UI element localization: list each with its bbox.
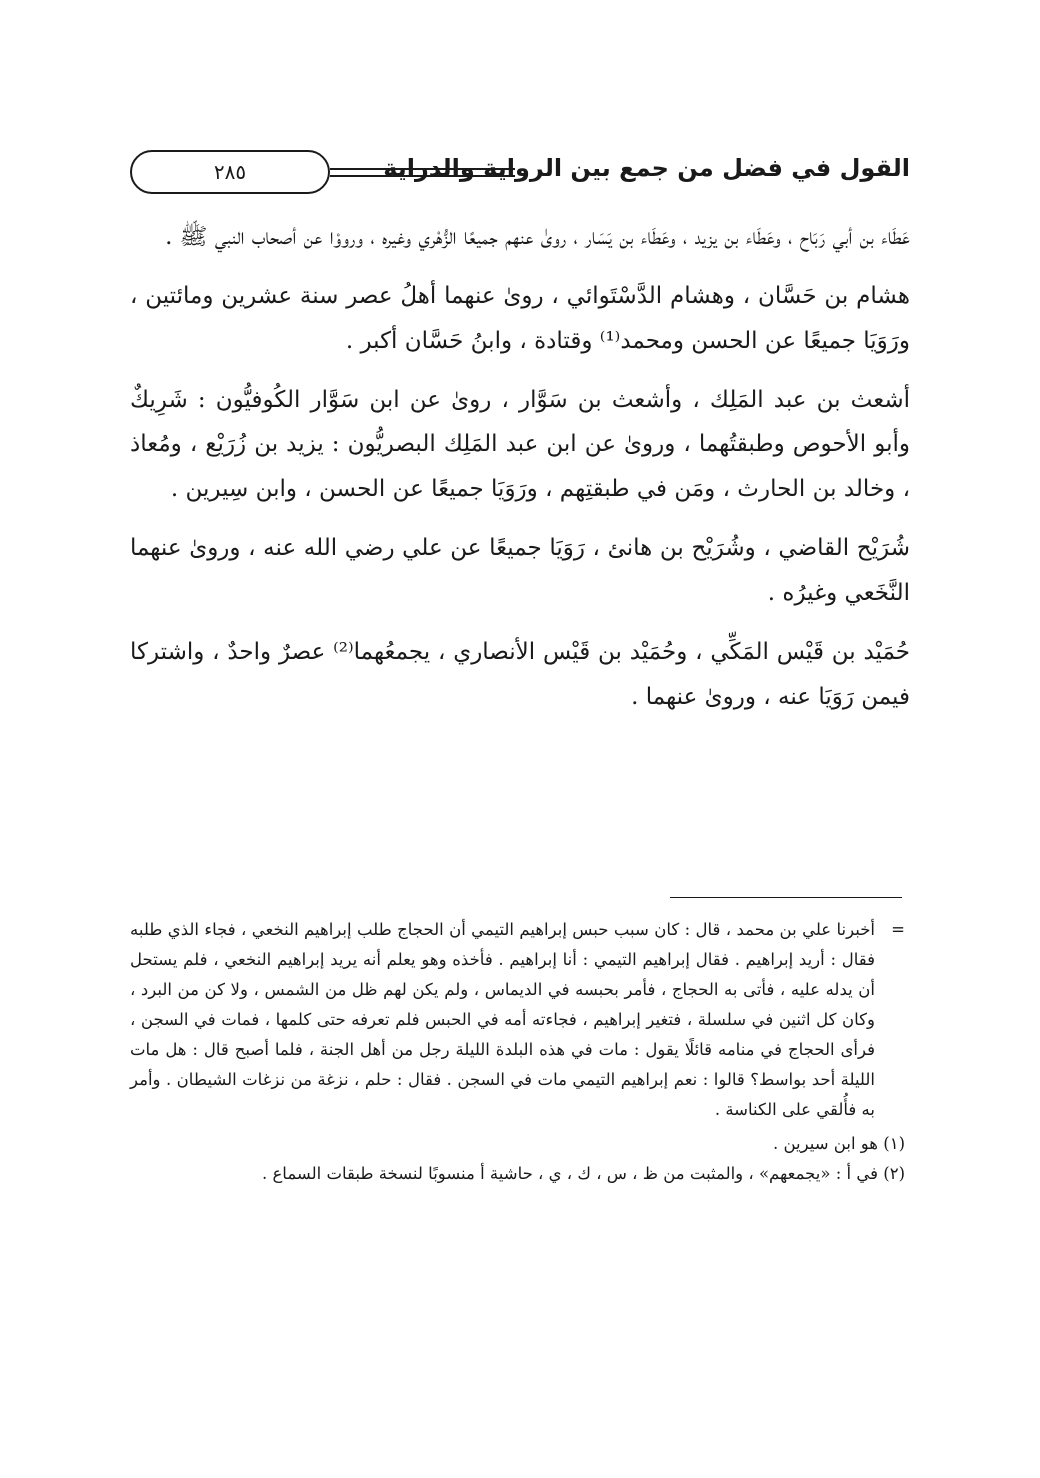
footnote-2: (٢) في أ : «يجمعهم» ، والمثبت من ظ ، س ، ك ، ي ، حاشية أ منسوبًا لنسخة طبقات السماع . (261, 1164, 905, 1184)
page-number: ٢٨٥ (130, 150, 330, 194)
main-text (130, 215, 910, 733)
paragraph: عَطَاء بن أبي رَبَاح ، وعَطَاء بن يزيد ، وعَطَاء بن يَسَار ، روىٰ عنهم جميعًا الزُّهْري وغيره ، ورووْا عن أصحاب النبي ﷺ . (165, 224, 910, 250)
running-title: القول في فضل من جمع بين الرواية والدراية (383, 154, 910, 182)
footnote-1: (١) هو ابن سيرين . (773, 1134, 905, 1154)
paragraph: شُرَيْح القاضي ، وشُرَيْح بن هانئ ، رَوَيَا جميعًا عن علي رضي الله عنه ، وروىٰ عنهما النَّخَعي وغيرُه . (130, 535, 910, 606)
header-double-rule (330, 168, 515, 177)
paragraph: حُمَيْد بن قَيْس المَكِّي ، وحُمَيْد بن قَيْس الأنصاري ، يجمعُهما⁽²⁾ عصرٌ واحدٌ ، واشتركا فيمن رَوَيَا عنه ، وروىٰ عنهما . (130, 638, 910, 710)
paragraph: هشام بن حَسَّان ، وهشام الدَّسْتَوائي ، روىٰ عنهما أهلُ عصر سنة عشرين ومائتين ، ورَوَيَا جميعًا عن الحسن ومحمد⁽¹⁾ وقتادة ، وابنُ حَسَّان أكبر . (130, 282, 910, 354)
continuation-mark: = (891, 920, 905, 939)
paragraph: أشعث بن عبد المَلِك ، وأشعث بن سَوَّار ، روىٰ عن ابن سَوَّار الكُوفيُّون : شَرِيكٌ وأبو الأحوص وطبقتُهما ، وروىٰ عن ابن عبد المَلِك البصريُّون : يزيد بن زُرَيْع ، ومُعاذ ، وخالد بن الحارث ، ومَن في طبقتِهم ، ورَوَيَا جميعًا عن الحسن ، وابن سِيرين . (130, 386, 910, 503)
page-header (130, 150, 910, 198)
continued-footnote-text: أخبرنا علي بن محمد ، قال : كان سبب حبس إبراهيم التيمي أن الحجاج طلب إبراهيم النخعي ، فجاء الذي طلبه فقال : أريد إبراهيم . فقال إبراهيم التيمي : أنا إبراهيم . فأخذه وهو يعلم أنه يريد إبراهيم النخعي ، فلم يستحل أن يدله عليه ، فأتى به الحجاج ، فأمر بحبسه في الديماس ، ولم يكن لهم ظل من الشمس ، ولا كن من البرد ، وكان كل اثنين في سلسلة ، فتغير إبراهيم ، فجاءته أمه في الحبس فلم تعرفه حتى كلمها ، فمات في السجن ، فرأى الحجاج في منامه قائلًا يقول : مات في هذه البلدة الليلة رجل من أهل الجنة ، فلما أصبح قال : هل مات الليلة أحد بواسط؟ قالوا : نعم إبراهيم التيمي مات في السجن . فقال : حلم ، نزغة من نزغات الشيطان . وأمر به فأُلقي على الكناسة . (130, 920, 875, 1120)
continued-footnote (130, 915, 905, 1125)
footnote-separator (670, 897, 902, 898)
footnotes (130, 915, 905, 1189)
